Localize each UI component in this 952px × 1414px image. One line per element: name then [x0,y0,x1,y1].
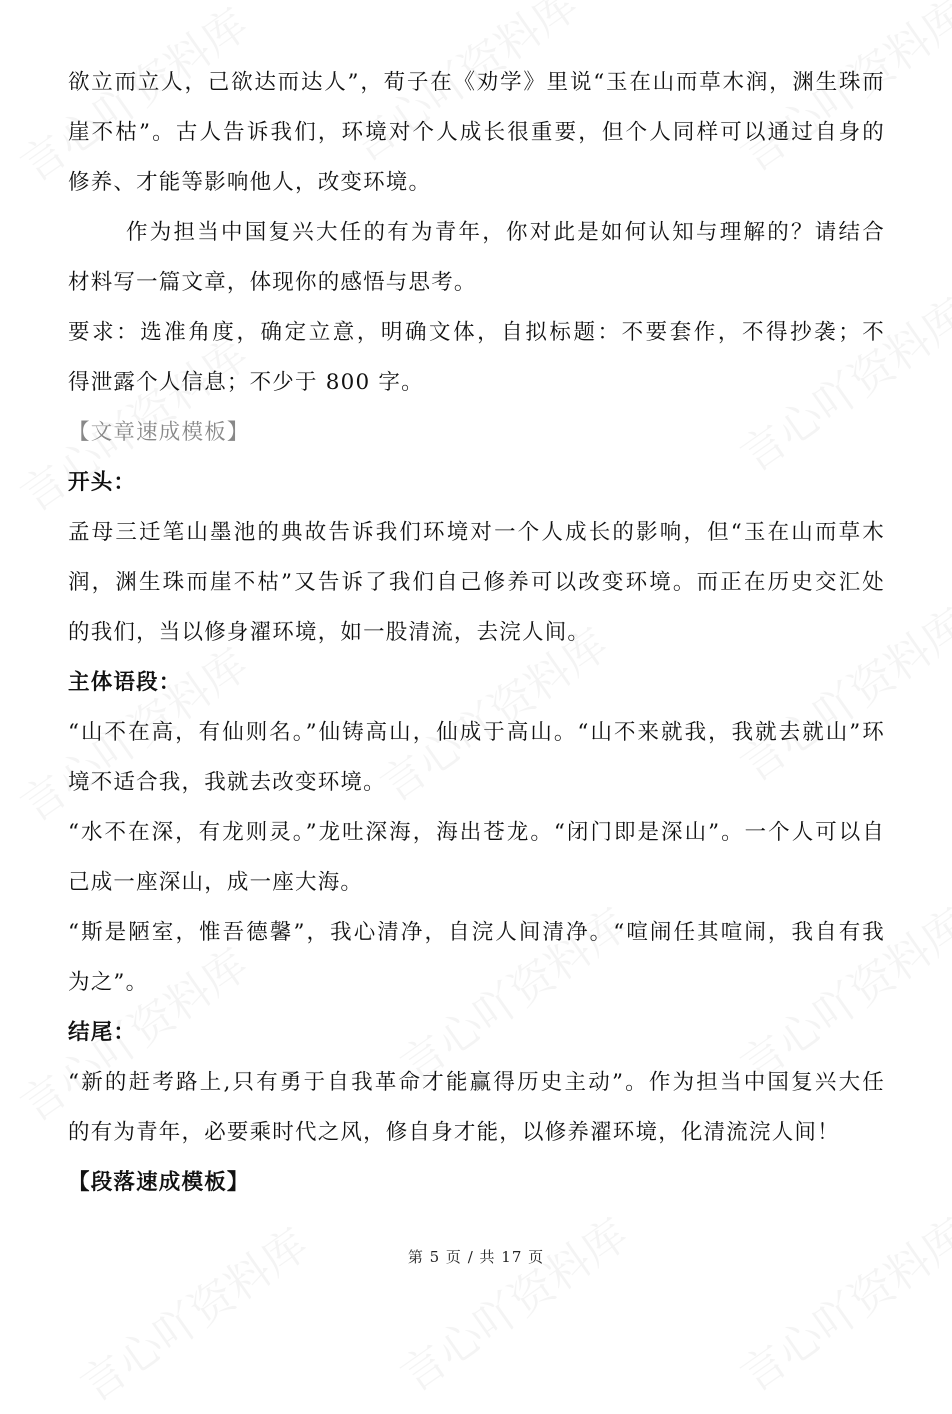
watermark [726,1200,952,1404]
paragraph-line: “山不在高，有仙则名。”仙铸高山，仙成于高山。“山不来就我，我就去就山”环 [68,720,885,745]
paragraph-line: 的有为青年，必要乘时代之风，修自身才能，以修养濯环境，化清流浣人间！ [68,1120,840,1145]
paragraph-line: “斯是陋室，惟吾德馨”，我心清净，自浣人间清净。“喧闹任其喧闹，我自有我 [68,920,885,945]
paragraph-line: 润，渊生珠而崖不枯”又告诉了我们自己修养可以改变环境。而正在历史交汇处 [68,570,885,595]
section-heading-article-template: 【文章速成模板】 [68,420,250,445]
paragraph-line: 孟母三迁笔山墨池的典故告诉我们环境对一个人成长的影响，但“玉在山而草木 [68,520,885,545]
paragraph-line: 境不适合我，我就去改变环境。 [68,770,386,795]
subheading-body: 主体语段： [68,670,182,695]
paragraph-line: 己成一座深山，成一座大海。 [68,870,364,895]
subheading-opening: 开头： [68,470,137,495]
watermark [386,1200,639,1404]
paragraph-line: “水不在深，有龙则灵。”龙吐深海，海出苍龙。“闭门即是深山”。一个人可以自 [68,820,885,845]
requirements-line: 要求：选准角度，确定立意，明确文体，自拟标题：不要套作，不得抄袭；不 [68,320,885,345]
paragraph-line: “新的赶考路上,只有勇于自我革命才能赢得历史主动”。作为担当中国复兴大任 [68,1070,885,1095]
paragraph-line: 的我们，当以修身濯环境，如一股清流，去浣人间。 [68,620,591,645]
page-number: 第 5 页 / 共 17 页 [407,1248,545,1266]
paragraph-line: 欲立而立人，己欲达而达人”，荀子在《劝学》里说“玉在山而草木润，渊生珠而 [68,70,885,95]
paragraph-line: 为之”。 [68,970,149,995]
document-body [68,58,885,1208]
subheading-ending: 结尾： [68,1020,137,1045]
section-heading-paragraph-template: 【段落速成模板】 [68,1170,250,1195]
requirements-line: 得泄露个人信息；不少于 800 字。 [68,370,424,395]
paragraph-line: 作为担当中国复兴大任的有为青年，你对此是如何认知与理解的？请结合 [126,220,885,245]
watermark [66,1210,319,1414]
paragraph-line: 修养、才能等影响他人，改变环境。 [68,170,432,195]
paragraph-line: 材料写一篇文章，体现你的感悟与思考。 [68,270,477,295]
paragraph-line: 崖不枯”。古人告诉我们，环境对个人成长很重要，但个人同样可以通过自身的 [68,120,885,145]
